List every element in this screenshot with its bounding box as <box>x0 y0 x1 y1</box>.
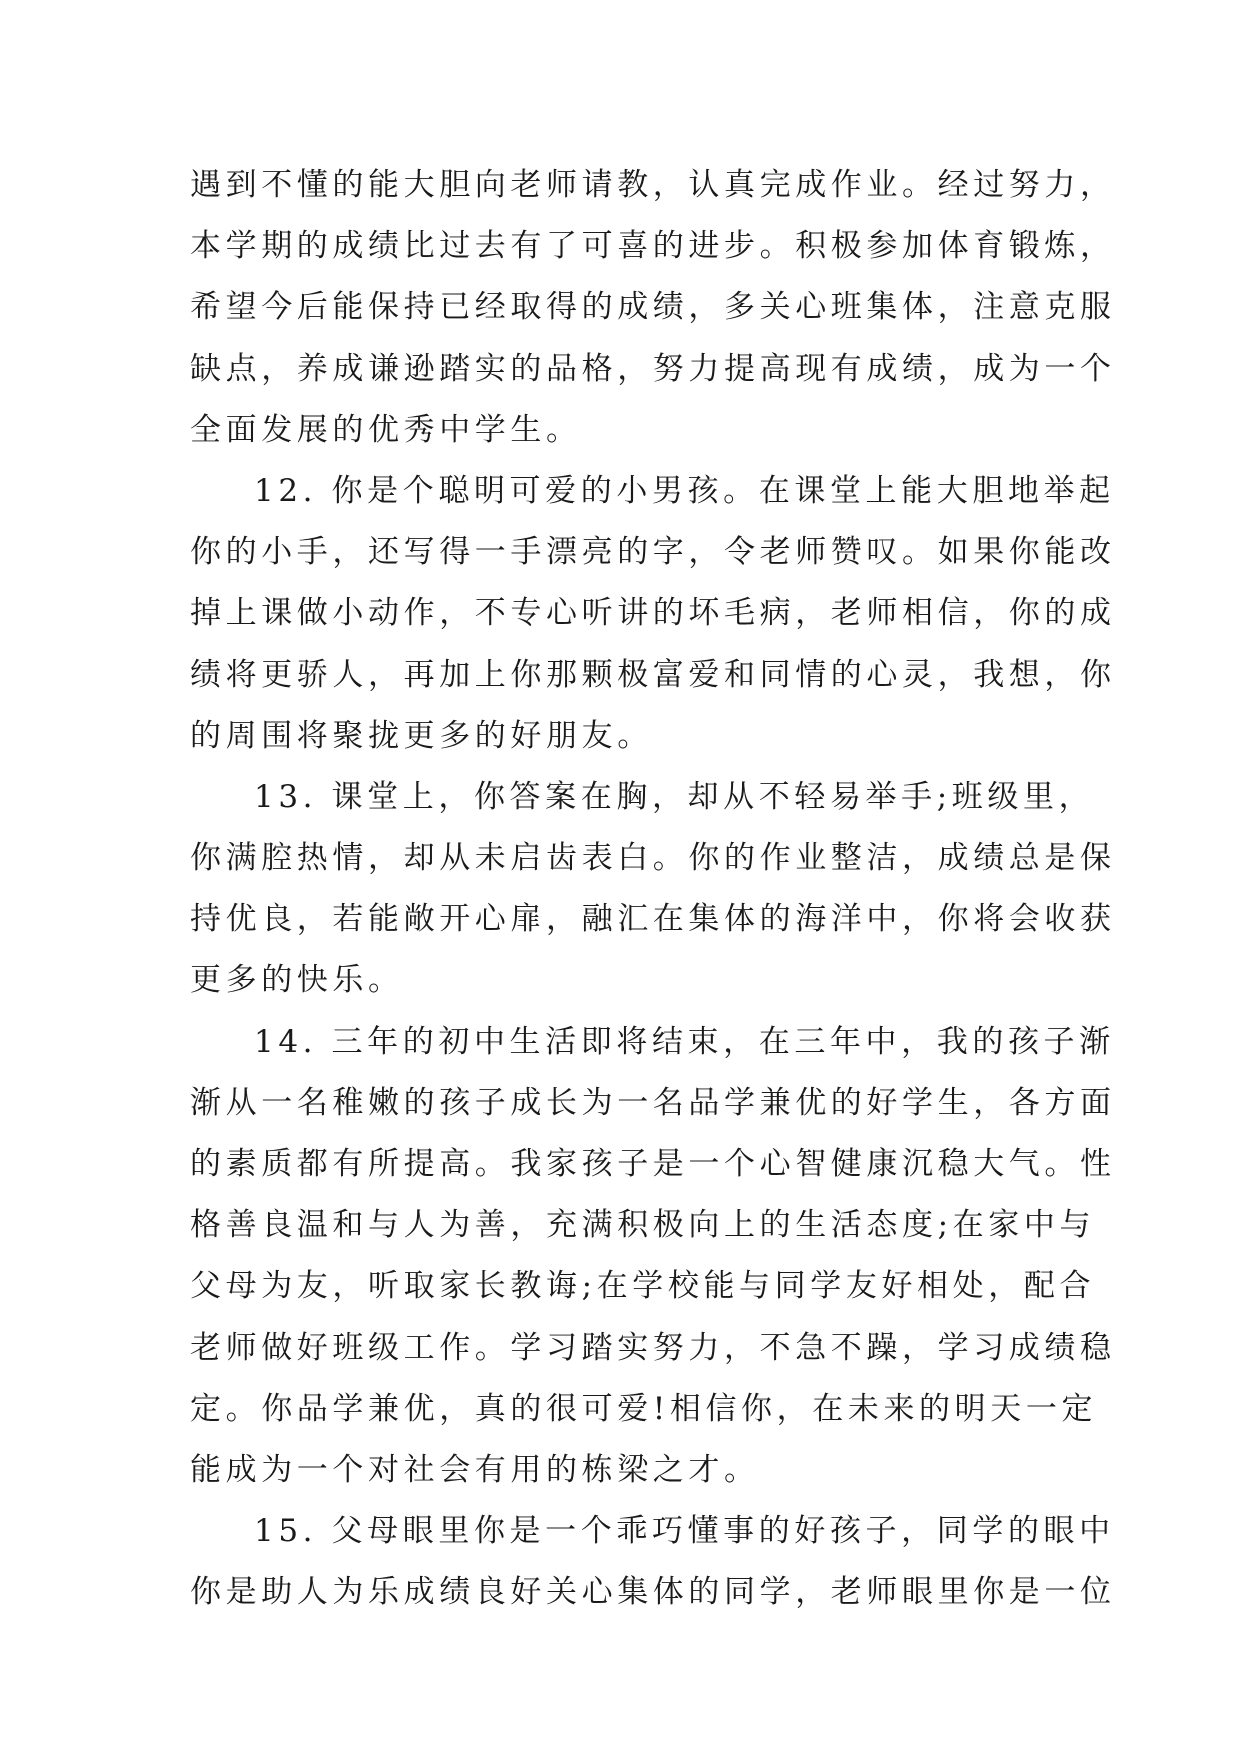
text-line: 掉上课做小动作，不专心听讲的坏毛病，老师相信，你的成 <box>190 595 1116 632</box>
paragraph-first-line: 14. 三年的初中生活即将结束，在三年中，我的孩子渐 <box>254 1023 1115 1060</box>
text-line: 你满腔热情，却从未启齿表白。你的作业整洁，成绩总是保 <box>190 840 1116 877</box>
text-line: 的素质都有所提高。我家孩子是一个心智健康沉稳大气。性 <box>190 1146 1116 1182</box>
text-line: 定。你品学兼优，真的很可爱!相信你，在未来的明天一定 <box>190 1390 1098 1427</box>
text-line: 的周围将聚拢更多的好朋友。 <box>190 717 653 754</box>
text-line: 能成为一个对社会有用的栋梁之才。 <box>190 1451 760 1488</box>
document-body <box>190 155 1116 1624</box>
text-line: 遇到不懂的能大胆向老师请教，认真完成作业。经过努力， <box>190 167 1116 203</box>
paragraph-first-line: 15. 父母眼里你是一个乖巧懂事的好孩子，同学的眼中 <box>254 1513 1115 1550</box>
text-line: 全面发展的优秀中学生。 <box>190 411 582 448</box>
text-line: 父母为友，听取家长教诲;在学校能与同学友好相处，配合 <box>190 1268 1096 1305</box>
text-line: 你的小手，还写得一手漂亮的字，令老师赞叹。如果你能改 <box>190 534 1116 571</box>
text-line: 希望今后能保持已经取得的成绩，多关心班集体，注意克服 <box>190 289 1116 326</box>
paragraph-first-line: 13. 课堂上，你答案在胸，却从不轻易举手;班级里， <box>254 778 1095 815</box>
paragraph-first-line: 12. 你是个聪明可爱的小男孩。在课堂上能大胆地举起 <box>254 472 1115 509</box>
text-line: 缺点，养成谦逊踏实的品格，努力提高现有成绩，成为一个 <box>190 350 1116 387</box>
text-line: 渐从一名稚嫩的孩子成长为一名品学兼优的好学生，各方面 <box>190 1084 1116 1121</box>
text-line: 更多的快乐。 <box>190 962 404 999</box>
text-line: 老师做好班级工作。学习踏实努力，不急不躁，学习成绩稳 <box>190 1329 1116 1366</box>
text-line: 格善良温和与人为善，充满积极向上的生活态度;在家中与 <box>190 1207 1096 1244</box>
text-line: 绩将更骄人，再加上你那颗极富爱和同情的心灵，我想，你 <box>190 656 1116 693</box>
text-line: 持优良，若能敞开心扉，融汇在集体的海洋中，你将会收获 <box>190 901 1116 938</box>
text-line: 本学期的成绩比过去有了可喜的进步。积极参加体育锻炼， <box>190 228 1116 265</box>
text-line: 你是助人为乐成绩良好关心集体的同学，老师眼里你是一位 <box>190 1574 1116 1611</box>
